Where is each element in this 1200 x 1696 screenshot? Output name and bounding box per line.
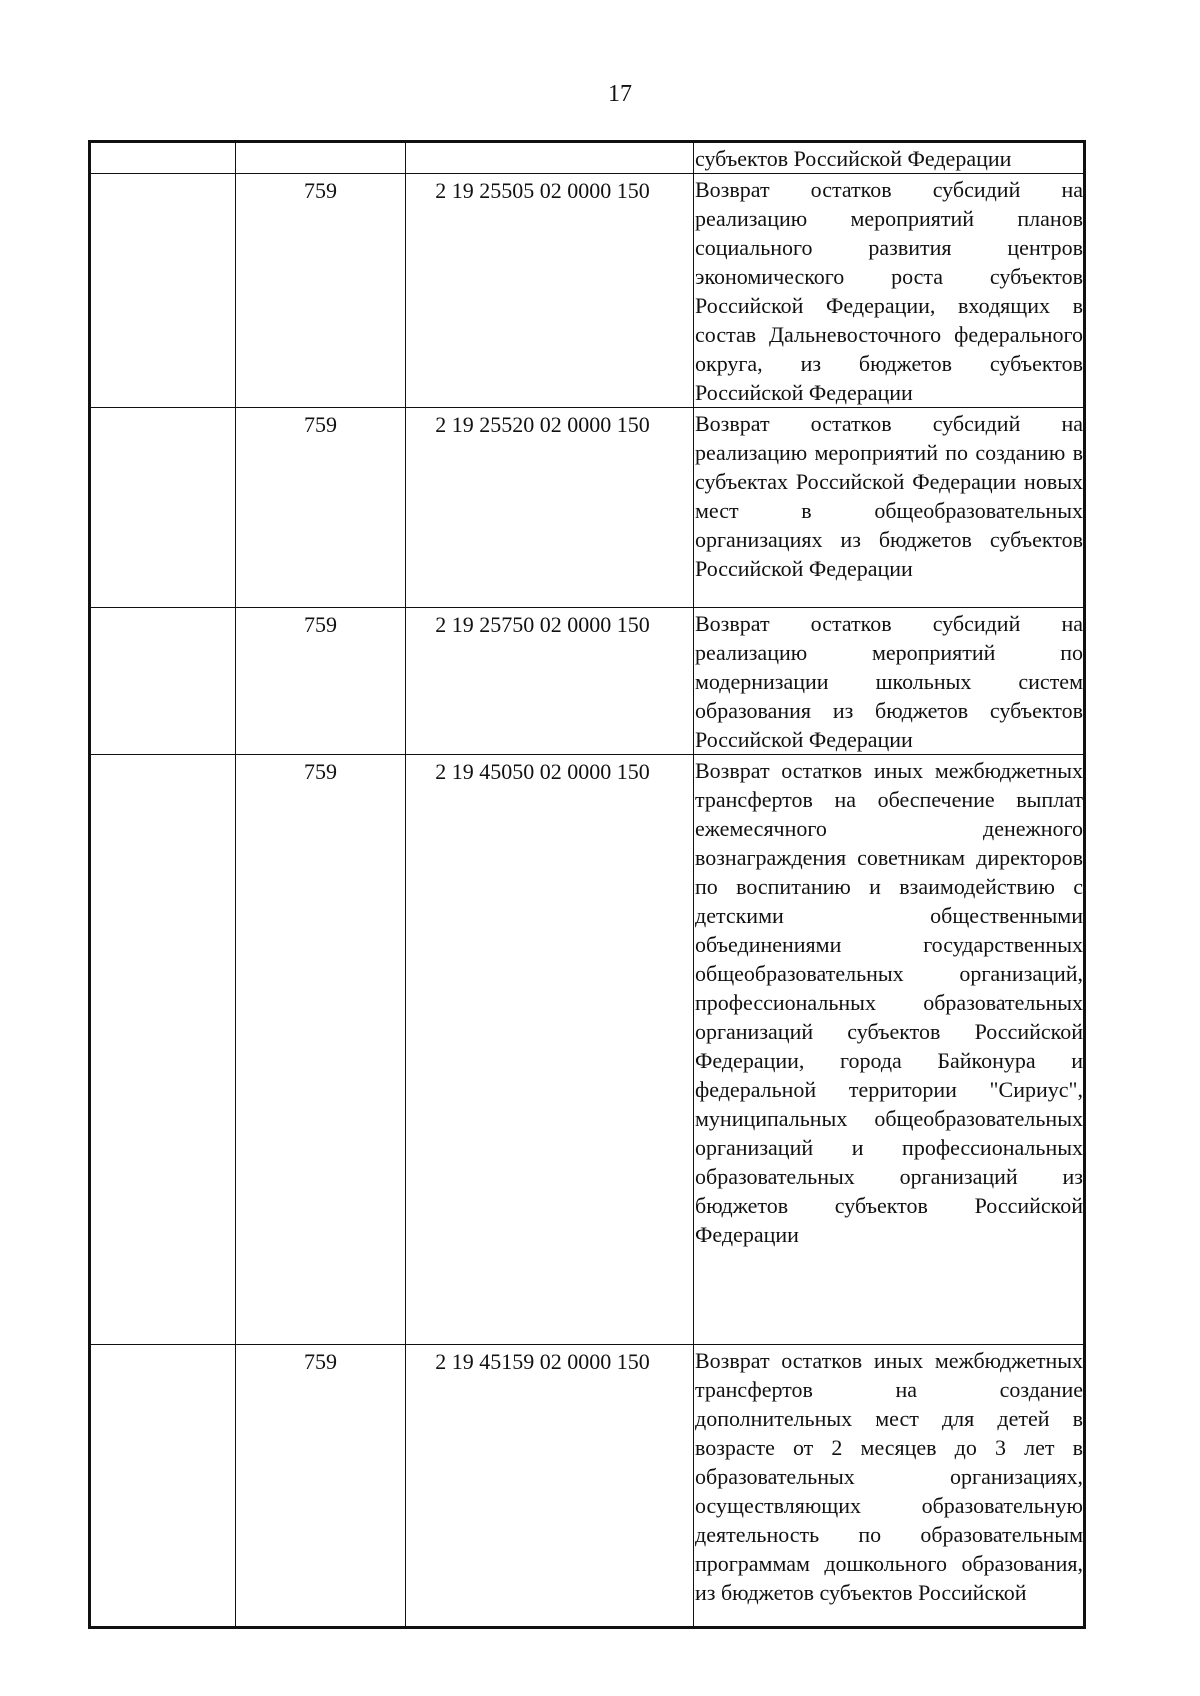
table-row	[91, 755, 1084, 1345]
table-row	[91, 174, 1084, 408]
row-empty-cell	[91, 174, 236, 408]
description-cell: Возврат остатков субсидий на реализацию мероприятий по созданию в субъектах Российской Федерации новых мест в общеобразовательных организациях из бюджетов субъектов Российской Федерации	[694, 408, 1084, 608]
description-cell: субъектов Российской Федерации	[694, 143, 1084, 174]
admin-code-cell: 759	[236, 608, 406, 755]
row-empty-cell	[91, 408, 236, 608]
budget-code-cell: 2 19 25505 02 0000 150	[406, 174, 694, 408]
table-row	[91, 143, 1084, 174]
row-empty-cell	[91, 755, 236, 1345]
admin-code-cell: 759	[236, 755, 406, 1345]
table-row	[91, 408, 1084, 608]
admin-code-cell	[236, 143, 406, 174]
admin-code-cell: 759	[236, 174, 406, 408]
row-empty-cell	[91, 608, 236, 755]
budget-code-cell: 2 19 25520 02 0000 150	[406, 408, 694, 608]
budget-codes-table	[90, 142, 1084, 1627]
description-cell: Возврат остатков иных межбюджетных трансфертов на обеспечение выплат ежемесячного денежного вознаграждения советникам директоров по воспитанию и взаимодействию с детскими общественными объединениями государственных общеобразовательных организаций, профессиональных образовательных организаций субъектов Российской Федерации, города Байконура и федеральной территории "Сириус", муниципальных общеобразовательных организаций и профессиональных образовательных организаций из бюджетов субъектов Российской Федерации	[694, 755, 1084, 1345]
description-cell: Возврат остатков субсидий на реализацию мероприятий по модернизации школьных систем образования из бюджетов субъектов Российской Федерации	[694, 608, 1084, 755]
budget-code-cell: 2 19 25750 02 0000 150	[406, 608, 694, 755]
description-cell: Возврат остатков иных межбюджетных трансфертов на создание дополнительных мест для детей в возрасте от 2 месяцев до 3 лет в образовательных организациях, осуществляющих образовательную деятельность по образовательным программам дошкольного образования, из бюджетов субъектов Российской	[694, 1345, 1084, 1627]
description-cell: Возврат остатков субсидий на реализацию мероприятий планов социального развития центров экономического роста субъектов Российской Федерации, входящих в состав Дальневосточного федерального округа, из бюджетов субъектов Российской Федерации	[694, 174, 1084, 408]
table-row	[91, 608, 1084, 755]
budget-codes-table-container	[88, 140, 1086, 1629]
budget-code-cell	[406, 143, 694, 174]
admin-code-cell: 759	[236, 1345, 406, 1627]
row-empty-cell	[91, 1345, 236, 1627]
budget-code-cell: 2 19 45159 02 0000 150	[406, 1345, 694, 1627]
budget-code-cell: 2 19 45050 02 0000 150	[406, 755, 694, 1345]
admin-code-cell: 759	[236, 408, 406, 608]
table-row	[91, 1345, 1084, 1627]
page-number: 17	[608, 81, 632, 107]
row-empty-cell	[91, 143, 236, 174]
